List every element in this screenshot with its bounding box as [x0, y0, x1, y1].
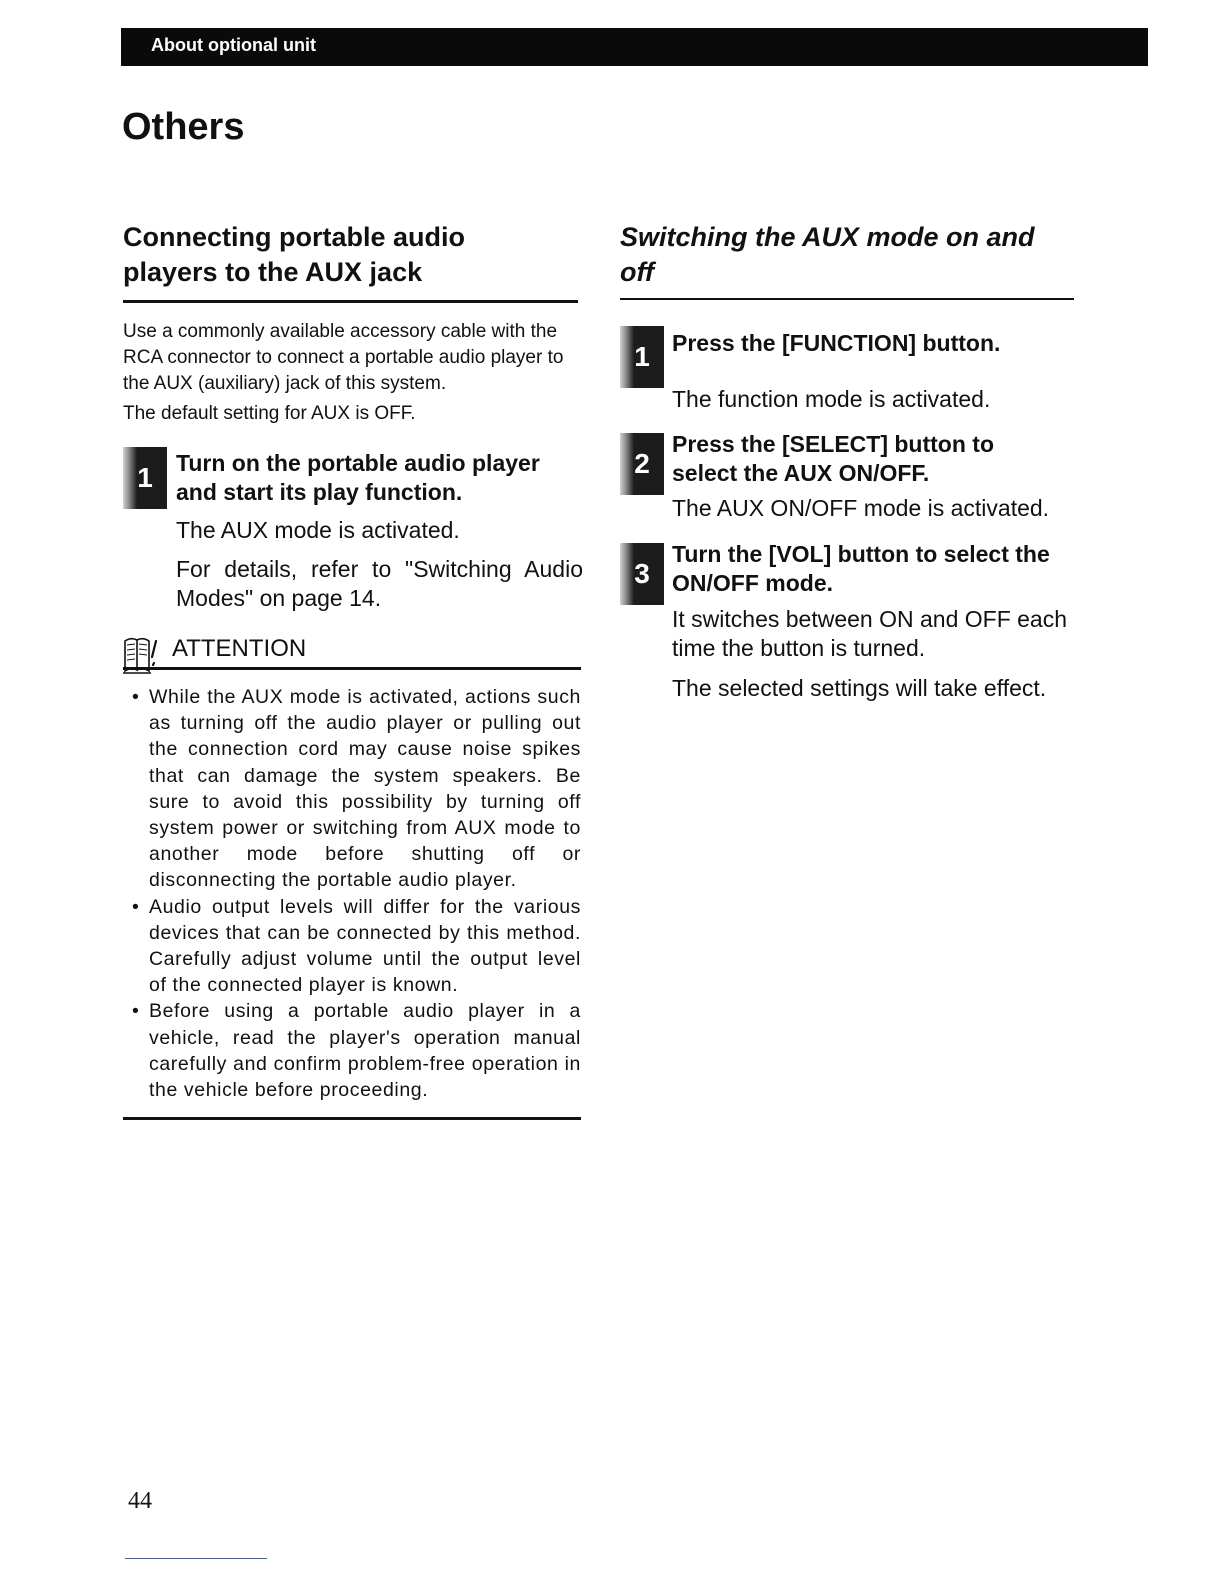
left-heading-line1: Connecting portable audio	[123, 222, 465, 252]
step-title-line2: select the AUX ON/OFF.	[672, 460, 930, 486]
attention-list	[123, 684, 581, 1103]
step-result-text: The AUX mode is activated.	[176, 517, 460, 543]
step-title	[176, 449, 583, 507]
attention-item: • Audio output levels will differ for the various devices that can be connected by this method. Carefully adjust volume until the output level of the connected player is known.	[123, 894, 581, 999]
attention-header	[123, 633, 581, 670]
attention-bottom-rule	[123, 1117, 581, 1120]
attention-book-icon	[123, 637, 171, 675]
attention-label: ATTENTION	[172, 635, 307, 662]
step-result-text: The function mode is activated.	[672, 386, 991, 412]
step-result-text: It switches between ON and OFF each time the button is turned.	[672, 606, 1068, 661]
step-title	[672, 540, 1080, 598]
step-number-badge: 3	[620, 543, 664, 605]
intro-text-block	[123, 319, 583, 427]
right-step-3	[620, 540, 1080, 703]
default-setting-text: The default setting for AUX is OFF.	[123, 403, 416, 424]
step-number-badge: 2	[620, 433, 664, 495]
right-step-2	[620, 430, 1080, 523]
step-title-line1: Turn on the portable audio player	[176, 450, 540, 476]
right-section-heading: Switching the AUX mode on and off	[620, 220, 1074, 300]
right-column	[620, 220, 1080, 703]
step-title-line2: ON/OFF mode.	[672, 570, 833, 596]
attention-item: • Before using a portable audio player in a vehicle, read the player's operation manual carefully and confirm problem-free operation in the vehicle before proceeding.	[123, 998, 581, 1103]
step-title	[672, 430, 1080, 488]
step-number-badge: 1	[620, 326, 664, 388]
step-effect-text: The selected settings will take effect.	[672, 675, 1047, 701]
step-title-line1: Turn the [VOL] button to select the	[672, 541, 1050, 567]
step-reference-text: For details, refer to "Switching Audio Modes" on page 14.	[176, 556, 583, 611]
step-title-line1: Press the [SELECT] button to	[672, 431, 994, 457]
step-result-text: The AUX ON/OFF mode is activated.	[672, 495, 1050, 521]
left-section-heading	[123, 220, 578, 303]
section-header-bar	[121, 28, 1148, 66]
page-number: 44	[128, 1488, 152, 1514]
attention-item: • While the AUX mode is activated, actions such as turning off the audio player or pulling out the connection cord may cause noise spikes that can damage the system speakers. Be sure to avoid this possibility by turning off system power or switching from AUX mode to another mode before shutting off or disconnecting the portable audio player.	[123, 684, 581, 894]
footer-rule	[125, 1558, 267, 1559]
left-heading-line2: players to the AUX jack	[123, 257, 423, 287]
left-step-1	[123, 449, 583, 613]
step-title: Press the [FUNCTION] button.	[672, 330, 1001, 356]
step-title-line2: and start its play function.	[176, 479, 463, 505]
intro-paragraph: Use a commonly available accessory cable with the RCA connector to connect a portable audio player to the AUX (auxiliary) jack of this system.	[123, 321, 564, 394]
right-step-1	[620, 325, 1080, 414]
left-column	[123, 220, 583, 1120]
step-number-badge: 1	[123, 447, 167, 509]
attention-box	[123, 633, 583, 1120]
section-header-label: About optional unit	[151, 35, 316, 55]
page-title: Others	[122, 106, 245, 148]
